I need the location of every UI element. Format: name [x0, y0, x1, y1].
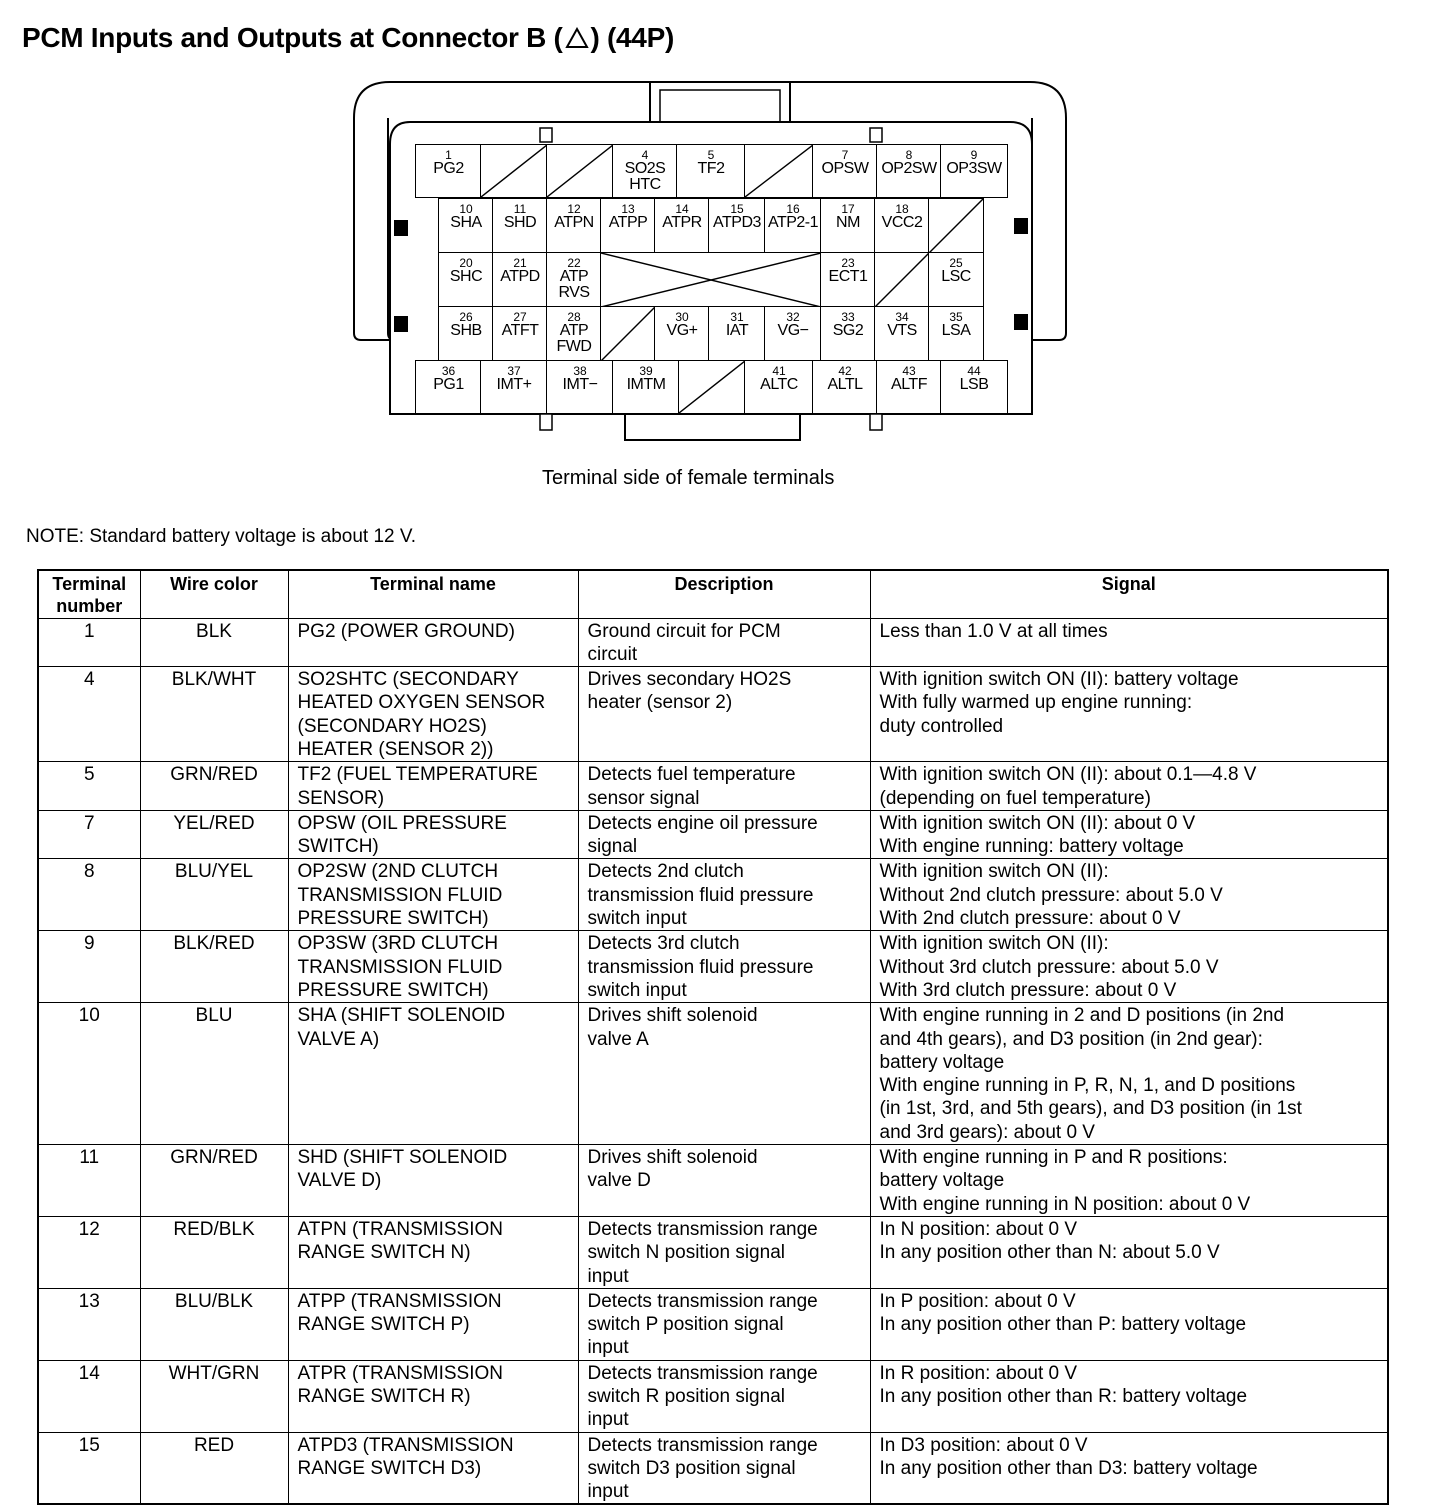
table-row [38, 1145, 1388, 1217]
signal-cell [870, 859, 1388, 931]
description-cell [578, 1432, 870, 1504]
terminal-27: 27 ATFT [492, 306, 548, 362]
description-line: Detects engine oil pressure [587, 812, 818, 834]
header-signal: Signal [870, 570, 1388, 618]
terminal-name-cell [288, 1360, 578, 1432]
terminal-name-line: PG2 (POWER GROUND) [297, 620, 515, 642]
terminal-name-line: RANGE SWITCH N) [297, 1242, 471, 1264]
title-text-start: PCM Inputs and Outputs at Connector B ( [22, 22, 563, 53]
description-line: switch input [587, 908, 687, 930]
terminal-name-line: SO2SHTC (SECONDARY [297, 669, 519, 691]
description-cell [578, 1216, 870, 1288]
terminal-name-cell [288, 762, 578, 811]
triangle-icon [565, 24, 589, 56]
wire-color-cell: BLK/RED [140, 931, 288, 1003]
terminal-15: 15 ATPD3 [708, 198, 766, 254]
description-line: switch D3 position signal [587, 1457, 796, 1479]
signal-line: Without 3rd clutch pressure: about 5.0 V [879, 956, 1219, 978]
terminal-name-cell [288, 810, 578, 859]
description-line: Detects 2nd clutch [587, 861, 744, 883]
terminal-blank [546, 144, 614, 198]
terminal-name-line: ATPD3 (TRANSMISSION [297, 1434, 514, 1456]
terminal-number-cell: 9 [38, 931, 140, 1003]
description-line: switch N position signal [587, 1242, 785, 1264]
signal-cell [870, 1432, 1388, 1504]
header-wire-color: Wire color [140, 570, 288, 618]
terminal-9: 9 OP3SW [940, 144, 1008, 198]
signal-cell [870, 618, 1388, 667]
signal-line: With engine running in N position: about 0 V [879, 1193, 1251, 1215]
terminal-name-line: TRANSMISSION FLUID [297, 884, 503, 906]
signal-line: (depending on fuel temperature) [879, 787, 1151, 809]
terminal-39: 39 IMTM [612, 360, 680, 414]
terminal-number-cell: 11 [38, 1145, 140, 1217]
table-row [38, 859, 1388, 931]
terminal-14: 14 ATPR [654, 198, 710, 254]
terminal-name-line: OP3SW (3RD CLUTCH [297, 933, 499, 955]
table-header-row [38, 570, 1388, 618]
terminal-number-cell: 12 [38, 1216, 140, 1288]
terminal-name-cell [288, 1216, 578, 1288]
table-row [38, 1216, 1388, 1288]
wire-color-cell: GRN/RED [140, 762, 288, 811]
wire-color-cell: BLK/WHT [140, 667, 288, 762]
signal-line: Less than 1.0 V at all times [879, 620, 1108, 642]
signal-line: In P position: about 0 V [879, 1290, 1076, 1312]
description-line: input [587, 1337, 629, 1359]
diagram-caption: Terminal side of female terminals [542, 467, 835, 489]
terminal-name-line: RANGE SWITCH P) [297, 1314, 470, 1336]
signal-line: battery voltage [879, 1170, 1005, 1192]
terminal-name-line: HEATED OXYGEN SENSOR [297, 692, 546, 714]
signal-cell [870, 931, 1388, 1003]
terminal-34: 34 VTS [874, 306, 930, 362]
terminal-38: 38 IMT− [546, 360, 614, 414]
terminal-name-line: ATPN (TRANSMISSION [297, 1218, 503, 1240]
signal-cell [870, 1145, 1388, 1217]
wire-color-cell: BLU/BLK [140, 1288, 288, 1360]
description-line: Drives shift solenoid [587, 1147, 758, 1169]
signal-line: In any position other than R: battery voltage [879, 1386, 1248, 1407]
table-body [38, 618, 1388, 1504]
table-row [38, 1432, 1388, 1504]
terminal-1: 1 PG2 [415, 144, 482, 198]
signal-line: With fully warmed up engine running: [879, 692, 1193, 714]
signal-line: With ignition switch ON (II): about 0 V [879, 812, 1196, 834]
description-line: switch R position signal [587, 1386, 785, 1407]
description-line: Drives shift solenoid [587, 1005, 758, 1027]
table-row [38, 810, 1388, 859]
table-row [38, 1288, 1388, 1360]
table-row [38, 618, 1388, 667]
signal-line: Without 2nd clutch pressure: about 5.0 V [879, 884, 1223, 906]
terminal-16: 16 ATP2-1 [764, 198, 822, 254]
wire-color-cell: BLK [140, 618, 288, 667]
wire-color-cell: RED [140, 1432, 288, 1504]
terminal-number-cell: 14 [38, 1360, 140, 1432]
wire-color-cell: RED/BLK [140, 1216, 288, 1288]
signal-line: With ignition switch ON (II): battery voltage [879, 669, 1239, 691]
terminal-number-cell: 4 [38, 667, 140, 762]
table-row [38, 1003, 1388, 1145]
terminal-name-line: ATPP (TRANSMISSION [297, 1290, 502, 1312]
signal-line: battery voltage [879, 1051, 1005, 1073]
terminal-blank [678, 360, 746, 414]
wire-color-cell: YEL/RED [140, 810, 288, 859]
table-row [38, 931, 1388, 1003]
terminal-8: 8 OP2SW [876, 144, 942, 198]
terminal-number-cell: 8 [38, 859, 140, 931]
signal-cell [870, 1288, 1388, 1360]
header-terminal-name: Terminal name [288, 570, 578, 618]
terminal-blank-wide [600, 252, 822, 308]
signal-line: and 4th gears), and D3 position (in 2nd gear): [879, 1028, 1263, 1050]
description-cell [578, 762, 870, 811]
terminal-name-line: VALVE D) [297, 1170, 382, 1192]
description-line: Drives secondary HO2S [587, 669, 792, 691]
terminal-name-cell [288, 931, 578, 1003]
terminal-name-line: SHD (SHIFT SOLENOID [297, 1147, 508, 1169]
description-line: input [587, 1265, 629, 1287]
terminal-blank [928, 198, 984, 254]
terminal-name-line: RANGE SWITCH R) [297, 1386, 471, 1407]
description-line: switch P position signal [587, 1314, 784, 1336]
description-line: input [587, 1481, 629, 1503]
description-line: Detects 3rd clutch [587, 933, 740, 955]
connector-diagram [350, 78, 1070, 448]
title-text-end: ) (44P) [590, 22, 674, 53]
signal-line: With engine running: battery voltage [879, 836, 1184, 858]
description-line: transmission fluid pressure [587, 956, 814, 978]
description-line: input [587, 1409, 629, 1431]
signal-line: and 3rd gears): about 0 V [879, 1121, 1095, 1143]
terminal-35: 35 LSA [928, 306, 984, 362]
terminal-43: 43 ALTF [876, 360, 942, 414]
terminal-name-line: PRESSURE SWITCH) [297, 908, 489, 930]
terminal-22: 22 ATP RVS [546, 252, 602, 308]
terminal-name-cell [288, 1288, 578, 1360]
signal-line: In N position: about 0 V [879, 1218, 1078, 1240]
description-cell [578, 667, 870, 762]
terminal-31: 31 IAT [708, 306, 766, 362]
terminal-number-cell: 10 [38, 1003, 140, 1145]
description-line: Detects transmission range [587, 1362, 818, 1384]
signal-line: duty controlled [879, 715, 1004, 737]
terminal-blank [600, 306, 656, 362]
table-row [38, 667, 1388, 762]
header-terminal-number: Terminal number [38, 570, 140, 618]
terminal-number-cell: 1 [38, 618, 140, 667]
terminal-36: 36 PG1 [415, 360, 482, 414]
terminal-name-line: SWITCH) [297, 836, 379, 858]
signal-line: With engine running in P and R positions: [879, 1147, 1228, 1169]
description-cell [578, 1288, 870, 1360]
signal-cell [870, 1003, 1388, 1145]
description-line: Detects transmission range [587, 1434, 818, 1456]
terminal-name-cell [288, 1145, 578, 1217]
description-line: switch input [587, 979, 687, 1001]
terminal-12: 12 ATPN [546, 198, 602, 254]
signal-line: In any position other than P: battery voltage [879, 1314, 1247, 1336]
terminal-name-cell [288, 1432, 578, 1504]
description-line: signal [587, 836, 638, 858]
terminal-10: 10 SHA [438, 198, 494, 254]
signal-line: (in 1st, 3rd, and 5th gears), and D3 position (in 1st [879, 1098, 1302, 1120]
description-cell [578, 618, 870, 667]
table-row [38, 762, 1388, 811]
description-cell [578, 931, 870, 1003]
signal-cell [870, 667, 1388, 762]
description-line: valve A [587, 1028, 649, 1050]
description-cell [578, 1003, 870, 1145]
wire-color-cell: BLU/YEL [140, 859, 288, 931]
signal-cell [870, 762, 1388, 811]
terminal-name-cell [288, 859, 578, 931]
terminal-13: 13 ATPP [600, 198, 656, 254]
terminal-7: 7 OPSW [812, 144, 878, 198]
description-cell [578, 810, 870, 859]
description-cell [578, 859, 870, 931]
wire-color-cell: GRN/RED [140, 1145, 288, 1217]
description-line: Ground circuit for PCM [587, 620, 781, 642]
terminal-name-line: HEATER (SENSOR 2)) [297, 738, 494, 760]
terminal-5: 5 TF2 [676, 144, 746, 198]
signal-cell [870, 1216, 1388, 1288]
terminal-33: 33 SG2 [820, 306, 876, 362]
signal-cell [870, 1360, 1388, 1432]
description-line: Detects transmission range [587, 1290, 818, 1312]
terminal-20: 20 SHC [438, 252, 494, 308]
terminal-30: 30 VG+ [654, 306, 710, 362]
signal-line: With engine running in 2 and D positions (in 2nd [879, 1005, 1285, 1027]
signal-line: In any position other than N: about 5.0 V [879, 1242, 1220, 1264]
table-row [38, 1360, 1388, 1432]
description-cell [578, 1145, 870, 1217]
signal-line: With engine running in P, R, N, 1, and D positions [879, 1075, 1296, 1097]
battery-note: NOTE: Standard battery voltage is about 12 V. [26, 526, 417, 547]
terminal-name-cell [288, 618, 578, 667]
terminal-21: 21 ATPD [492, 252, 548, 308]
terminal-number-cell: 7 [38, 810, 140, 859]
terminal-name-line: TRANSMISSION FLUID [297, 956, 503, 978]
terminal-name-line: PRESSURE SWITCH) [297, 979, 489, 1001]
terminal-28: 28 ATP FWD [546, 306, 602, 362]
terminal-table [37, 569, 1389, 1505]
signal-cell [870, 810, 1388, 859]
signal-line: With 2nd clutch pressure: about 0 V [879, 908, 1181, 930]
description-line: transmission fluid pressure [587, 884, 814, 906]
description-line: valve D [587, 1170, 651, 1192]
terminal-name-line: RANGE SWITCH D3) [297, 1457, 482, 1479]
terminal-26: 26 SHB [438, 306, 494, 362]
terminal-25: 25 LSC [928, 252, 984, 308]
terminal-number-cell: 13 [38, 1288, 140, 1360]
terminal-name-cell [288, 1003, 578, 1145]
terminal-blank [480, 144, 548, 198]
description-line: Detects transmission range [587, 1218, 818, 1240]
signal-line: With 3rd clutch pressure: about 0 V [879, 979, 1177, 1001]
terminal-name-line: VALVE A) [297, 1028, 380, 1050]
terminal-name-line: OPSW (OIL PRESSURE [297, 812, 507, 834]
terminal-name-cell [288, 667, 578, 762]
signal-line: In D3 position: about 0 V [879, 1434, 1088, 1456]
terminal-18: 18 VCC2 [874, 198, 930, 254]
terminal-name-line: ATPR (TRANSMISSION [297, 1362, 503, 1384]
terminal-name-line: OP2SW (2ND CLUTCH [297, 861, 499, 883]
wire-color-cell: BLU [140, 1003, 288, 1145]
terminal-44: 44 LSB [940, 360, 1008, 414]
terminal-42: 42 ALTL [812, 360, 878, 414]
signal-line: With ignition switch ON (II): [879, 861, 1109, 883]
terminal-number-cell: 15 [38, 1432, 140, 1504]
terminal-17: 17 NM [820, 198, 876, 254]
description-line: sensor signal [587, 787, 700, 809]
terminal-37: 37 IMT+ [480, 360, 548, 414]
signal-line: In any position other than D3: battery voltage [879, 1457, 1258, 1479]
terminal-blank [744, 144, 814, 198]
wire-color-cell: WHT/GRN [140, 1360, 288, 1432]
terminal-32: 32 VG− [764, 306, 822, 362]
terminal-23: 23 ECT1 [820, 252, 876, 308]
terminal-number-cell: 5 [38, 762, 140, 811]
description-cell [578, 1360, 870, 1432]
terminal-11: 11 SHD [492, 198, 548, 254]
terminal-41: 41 ALTC [744, 360, 814, 414]
description-line: circuit [587, 643, 638, 665]
signal-line: In R position: about 0 V [879, 1362, 1078, 1384]
terminal-name-line: TF2 (FUEL TEMPERATURE [297, 764, 538, 786]
header-description: Description [578, 570, 870, 618]
page-title [22, 22, 674, 56]
terminal-name-line: SENSOR) [297, 787, 385, 809]
description-line: heater (sensor 2) [587, 692, 733, 714]
signal-line: With ignition switch ON (II): about 0.1—4.8 V [879, 764, 1257, 786]
terminal-4: 4 SO2S HTC [612, 144, 678, 198]
terminal-name-line: (SECONDARY HO2S) [297, 715, 487, 737]
description-line: Detects fuel temperature [587, 764, 796, 786]
terminal-name-line: SHA (SHIFT SOLENOID [297, 1005, 506, 1027]
signal-line: With ignition switch ON (II): [879, 933, 1109, 955]
terminal-blank [874, 252, 930, 308]
